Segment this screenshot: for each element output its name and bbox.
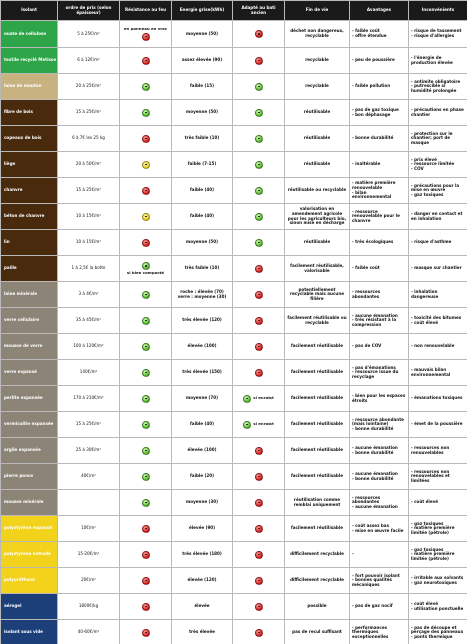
red-frown-icon bbox=[142, 239, 150, 247]
table-row bbox=[1, 516, 467, 542]
grey-energy-cell: très faible (10) bbox=[172, 256, 233, 282]
green-smiley-icon bbox=[142, 421, 150, 429]
disadvantages-cell: - antimite obligatoire - putrescible si humidité prolongée bbox=[409, 74, 467, 100]
disadvantages-cell: - l'énergie de production élevée bbox=[409, 48, 467, 74]
old-building-fit-cell bbox=[233, 100, 285, 126]
old-building-fit-cell bbox=[233, 21, 285, 48]
fire-resistance-cell bbox=[120, 542, 172, 568]
advantages-cell: - pas de gaz toxique - bon déphasage bbox=[350, 100, 409, 126]
old-building-fit-note: si enrobé bbox=[253, 395, 274, 401]
red-frown-icon bbox=[255, 525, 263, 533]
insulation-name: textile recyclé Metisse bbox=[1, 48, 58, 74]
disadvantages-cell: - ressources non renouvelables et limitées bbox=[409, 464, 467, 490]
insulation-name: verre expansé bbox=[1, 360, 58, 386]
old-building-fit-cell bbox=[233, 74, 285, 100]
red-frown-icon bbox=[255, 57, 263, 65]
col-header: Adapté au bati ancien bbox=[233, 1, 285, 21]
end-of-life-cell: réutilisable bbox=[285, 152, 350, 178]
grey-energy-cell: élevée bbox=[172, 594, 233, 620]
advantages-cell: - ressource renouvelable pour le chanvre bbox=[350, 204, 409, 230]
fire-resistance-cell bbox=[120, 48, 172, 74]
table-body bbox=[1, 21, 467, 644]
grey-energy-cell: très élevée (150) bbox=[172, 360, 233, 386]
old-building-fit-cell bbox=[233, 230, 285, 256]
table-row bbox=[1, 542, 467, 568]
insulation-name: liège bbox=[1, 152, 58, 178]
green-smiley-icon bbox=[243, 421, 251, 429]
insulation-name: verre cellulaire bbox=[1, 308, 58, 334]
table-header-row bbox=[1, 1, 467, 21]
price-cell: 25 à 30€/m² bbox=[58, 438, 120, 464]
advantages-cell: - bonne durabilité bbox=[350, 126, 409, 152]
col-header: Inconvénients bbox=[409, 1, 467, 21]
red-frown-icon bbox=[255, 499, 263, 507]
advantages-cell: - faible pollution bbox=[350, 74, 409, 100]
disadvantages-cell: - coût élevé bbox=[409, 490, 467, 516]
end-of-life-cell: déchet non dangereux, recyclable bbox=[285, 21, 350, 48]
advantages-cell: - faible coût - offre étendue bbox=[350, 21, 409, 48]
grey-energy-cell: très élevée bbox=[172, 620, 233, 644]
grey-energy-cell: moyenne (50) bbox=[172, 21, 233, 48]
fire-resistance-cell bbox=[120, 21, 172, 48]
red-frown-icon bbox=[142, 57, 150, 65]
end-of-life-cell: difficilement recyclable bbox=[285, 542, 350, 568]
end-of-life-cell: facilement réutilisable bbox=[285, 438, 350, 464]
disadvantages-cell: - gaz toxiques - matière première limitée (pétrole) bbox=[409, 542, 467, 568]
red-frown-icon bbox=[255, 291, 263, 299]
disadvantages-cell: - émanations toxiques bbox=[409, 386, 467, 412]
end-of-life-cell: facilement réutilisable bbox=[285, 464, 350, 490]
grey-energy-cell: élevée (100) bbox=[172, 438, 233, 464]
red-frown-icon bbox=[255, 343, 263, 351]
green-smiley-icon bbox=[142, 395, 150, 403]
grey-energy-cell: moyenne (50) bbox=[172, 230, 233, 256]
advantages-cell: - matière première renouvelable - bilan environnemental bbox=[350, 178, 409, 204]
end-of-life-cell: facilement réutilisable, valorisable bbox=[285, 256, 350, 282]
old-building-fit-cell bbox=[233, 126, 285, 152]
green-smiley-icon bbox=[142, 291, 150, 299]
col-header: Fin de vie bbox=[285, 1, 350, 21]
grey-energy-cell: assez élevée (90) bbox=[172, 48, 233, 74]
old-building-fit-cell bbox=[233, 438, 285, 464]
price-cell: 3 à 4€/m² bbox=[58, 282, 120, 308]
old-building-fit-cell bbox=[233, 464, 285, 490]
yellow-neutral-icon bbox=[142, 213, 150, 221]
red-frown-icon bbox=[255, 317, 263, 325]
insulation-name: pierre ponce bbox=[1, 464, 58, 490]
yellow-neutral-icon bbox=[142, 161, 150, 169]
table-row bbox=[1, 386, 467, 412]
old-building-fit-cell bbox=[233, 308, 285, 334]
red-frown-icon bbox=[255, 473, 263, 481]
green-smiley-icon bbox=[255, 135, 263, 143]
disadvantages-cell: - précautions pour la mise en œuvre - gaz toxiques bbox=[409, 178, 467, 204]
insulation-name: mousse minérale bbox=[1, 490, 58, 516]
advantages-cell: - aucune émanation - très résistant à la compression bbox=[350, 308, 409, 334]
red-frown-icon bbox=[142, 135, 150, 143]
green-smiley-icon bbox=[142, 262, 150, 270]
end-of-life-cell: facilement réutilisable bbox=[285, 360, 350, 386]
insulation-name: polystyrène extrudé bbox=[1, 542, 58, 568]
disadvantages-cell: - risque de tassement - risque d'allergies bbox=[409, 21, 467, 48]
grey-energy-cell: faible (20) bbox=[172, 464, 233, 490]
table-row bbox=[1, 594, 467, 620]
advantages-cell: - peu de poussière bbox=[350, 48, 409, 74]
price-cell: 5 à 25€/m² bbox=[58, 21, 120, 48]
fire-resistance-cell bbox=[120, 620, 172, 644]
advantages-cell: - fort pouvoir isolant - bonnes qualités mécaniques bbox=[350, 568, 409, 594]
green-smiley-icon bbox=[142, 317, 150, 325]
col-header: ordre de prix (selon épaisseur) bbox=[58, 1, 120, 21]
end-of-life-cell: facilement réutilisable bbox=[285, 386, 350, 412]
disadvantages-cell: - toxicité des bitumes - coût élevé bbox=[409, 308, 467, 334]
insulation-name: paille bbox=[1, 256, 58, 282]
fire-resistance-note: en panneau en vrac bbox=[123, 26, 168, 32]
grey-energy-cell: élevée (100) bbox=[172, 334, 233, 360]
advantages-cell: - performances thermiques exceptionnelles bbox=[350, 620, 409, 644]
advantages-cell: - ressources abondantes bbox=[350, 282, 409, 308]
old-building-fit-cell bbox=[233, 386, 285, 412]
disadvantages-cell: - protection sur le chantier; port de masque bbox=[409, 126, 467, 152]
table-row bbox=[1, 438, 467, 464]
insulation-name: aérogel bbox=[1, 594, 58, 620]
fire-resistance-cell bbox=[120, 126, 172, 152]
red-frown-icon bbox=[255, 551, 263, 559]
fire-resistance-cell bbox=[120, 490, 172, 516]
fire-resistance-cell bbox=[120, 386, 172, 412]
end-of-life-cell: réutilisable ou recyclable bbox=[285, 178, 350, 204]
end-of-life-cell: facilement réutilisable ou recyclable bbox=[285, 308, 350, 334]
price-cell: 40-60€/m² bbox=[58, 620, 120, 644]
table-row bbox=[1, 152, 467, 178]
grey-energy-cell: moyenne (50) bbox=[172, 100, 233, 126]
table-row bbox=[1, 74, 467, 100]
fire-resistance-cell bbox=[120, 230, 172, 256]
green-smiley-icon bbox=[142, 499, 150, 507]
insulation-name: laine de mouton bbox=[1, 74, 58, 100]
insulation-name: lin bbox=[1, 230, 58, 256]
old-building-fit-cell bbox=[233, 360, 285, 386]
fire-resistance-cell bbox=[120, 464, 172, 490]
insulation-name: isolant sous vide bbox=[1, 620, 58, 644]
end-of-life-cell: réutilisation comme remblai uniquement bbox=[285, 490, 350, 516]
fire-resistance-note: si bien compacté bbox=[126, 269, 165, 275]
red-frown-icon bbox=[255, 577, 263, 585]
insulation-name: argile expansée bbox=[1, 438, 58, 464]
fire-resistance-cell bbox=[120, 178, 172, 204]
advantages-cell: - inaltérable bbox=[350, 152, 409, 178]
advantages-cell: - pas de gaz nocif bbox=[350, 594, 409, 620]
old-building-fit-cell bbox=[233, 256, 285, 282]
disadvantages-cell: - masque sur chantier bbox=[409, 256, 467, 282]
grey-energy-cell: moyenne (30) bbox=[172, 490, 233, 516]
table-row bbox=[1, 464, 467, 490]
old-building-fit-cell bbox=[233, 594, 285, 620]
red-frown-icon bbox=[255, 629, 263, 637]
grey-energy-cell: faible (40) bbox=[172, 204, 233, 230]
fire-resistance-cell bbox=[120, 100, 172, 126]
price-cell bbox=[58, 490, 120, 516]
green-smiley-icon bbox=[255, 187, 263, 195]
end-of-life-cell: valorisation en amendement agricole pour les agriculteurs bio, sinon mise en décharge bbox=[285, 204, 350, 230]
red-frown-icon bbox=[142, 603, 150, 611]
fire-resistance-cell bbox=[120, 282, 172, 308]
price-cell: 140€/m² bbox=[58, 360, 120, 386]
green-smiley-icon bbox=[142, 369, 150, 377]
col-header: Isolant bbox=[1, 1, 58, 21]
end-of-life-cell: difficilement recyclable bbox=[285, 568, 350, 594]
fire-resistance-cell bbox=[120, 334, 172, 360]
end-of-life-cell: potentiellement recyclable mais aucune filière bbox=[285, 282, 350, 308]
table-row bbox=[1, 282, 467, 308]
price-cell: 6 à 7€ les 25 kg bbox=[58, 126, 120, 152]
fire-resistance-cell bbox=[120, 412, 172, 438]
price-cell: 6 à 12€/m² bbox=[58, 48, 120, 74]
disadvantages-cell: - précautions en phase chantier bbox=[409, 100, 467, 126]
old-building-fit-cell bbox=[233, 48, 285, 74]
col-header: Energie grise(kWh) bbox=[172, 1, 233, 21]
red-frown-icon bbox=[142, 33, 150, 41]
red-frown-icon bbox=[255, 603, 263, 611]
advantages-cell: - ressources abondantes - aucune émanation bbox=[350, 490, 409, 516]
red-frown-icon bbox=[255, 369, 263, 377]
red-frown-icon bbox=[142, 187, 150, 195]
old-building-fit-cell bbox=[233, 620, 285, 644]
table-row bbox=[1, 490, 467, 516]
table-row bbox=[1, 256, 467, 282]
green-smiley-icon bbox=[255, 83, 263, 91]
col-header: Avantages bbox=[350, 1, 409, 21]
col-header: Résistance au feu bbox=[120, 1, 172, 21]
end-of-life-cell: réutilisable bbox=[285, 100, 350, 126]
advantages-cell: - aucune émanation - bonne durabilité bbox=[350, 438, 409, 464]
old-building-fit-cell bbox=[233, 152, 285, 178]
price-cell: 20 à 50€/m² bbox=[58, 152, 120, 178]
red-frown-icon bbox=[255, 265, 263, 273]
price-cell: 35 à 45€/m² bbox=[58, 308, 120, 334]
insulation-name: chanvre bbox=[1, 178, 58, 204]
end-of-life-cell: pas de recul suffisant bbox=[285, 620, 350, 644]
price-cell: 10 à 15€/m² bbox=[58, 204, 120, 230]
insulation-name: ouate de cellulose bbox=[1, 21, 58, 48]
disadvantages-cell: - mauvais bilan environnemental bbox=[409, 360, 467, 386]
fire-resistance-cell bbox=[120, 360, 172, 386]
end-of-life-cell: facilement réutilisable bbox=[285, 334, 350, 360]
disadvantages-cell: - gaz toxiques - matière première limitée (pétrole) bbox=[409, 516, 467, 542]
red-frown-icon bbox=[255, 30, 263, 38]
insulation-name: béton de chanvre bbox=[1, 204, 58, 230]
grey-energy-cell: roche : élevée (70) verre : moyenne (30) bbox=[172, 282, 233, 308]
old-building-fit-cell bbox=[233, 568, 285, 594]
table-row bbox=[1, 620, 467, 644]
grey-energy-cell: faible (40) bbox=[172, 178, 233, 204]
table-row bbox=[1, 334, 467, 360]
table-row bbox=[1, 178, 467, 204]
end-of-life-cell: recyclable bbox=[285, 74, 350, 100]
disadvantages-cell: - danger en contact et en inhalation bbox=[409, 204, 467, 230]
table-row bbox=[1, 412, 467, 438]
insulation-name: perlite expansée bbox=[1, 386, 58, 412]
price-cell: 10 à 15€/m² bbox=[58, 230, 120, 256]
insulation-name: copeaux de bois bbox=[1, 126, 58, 152]
disadvantages-cell: - risque d'asthme bbox=[409, 230, 467, 256]
green-smiley-icon bbox=[142, 343, 150, 351]
fire-resistance-cell bbox=[120, 594, 172, 620]
old-building-fit-cell bbox=[233, 334, 285, 360]
fire-resistance-cell bbox=[120, 568, 172, 594]
insulation-name: polystyrène expansé bbox=[1, 516, 58, 542]
disadvantages-cell: - émet de la poussière bbox=[409, 412, 467, 438]
grey-energy-cell: moyenne (70) bbox=[172, 386, 233, 412]
fire-resistance-cell bbox=[120, 152, 172, 178]
green-smiley-icon bbox=[142, 83, 150, 91]
table-row bbox=[1, 230, 467, 256]
disadvantages-cell: - ressources non renouvelables bbox=[409, 438, 467, 464]
end-of-life-cell: facilement réutilisable bbox=[285, 412, 350, 438]
old-building-fit-cell bbox=[233, 412, 285, 438]
insulation-name: mousse de verre bbox=[1, 334, 58, 360]
end-of-life-cell: recyclable bbox=[285, 48, 350, 74]
disadvantages-cell: - irritable aux solvants - gaz neurotoxiques bbox=[409, 568, 467, 594]
grey-energy-cell: élevée (120) bbox=[172, 568, 233, 594]
red-frown-icon bbox=[142, 551, 150, 559]
green-smiley-icon bbox=[142, 109, 150, 117]
disadvantages-cell: - inhalation dangereuse bbox=[409, 282, 467, 308]
table-row bbox=[1, 100, 467, 126]
grey-energy-cell: très élevée (120) bbox=[172, 308, 233, 334]
green-smiley-icon bbox=[243, 395, 251, 403]
end-of-life-cell: réutilisable bbox=[285, 126, 350, 152]
price-cell: 10€/m² bbox=[58, 516, 120, 542]
table-row bbox=[1, 308, 467, 334]
table-row bbox=[1, 360, 467, 386]
green-smiley-icon bbox=[255, 239, 263, 247]
red-frown-icon bbox=[142, 525, 150, 533]
advantages-cell: - très écologiques bbox=[350, 230, 409, 256]
red-frown-icon bbox=[142, 629, 150, 637]
old-building-fit-note: si enrobé bbox=[253, 421, 274, 427]
grey-energy-cell: élevée (90) bbox=[172, 516, 233, 542]
fire-resistance-cell bbox=[120, 308, 172, 334]
advantages-cell: - aucune émanation - bonne durabilité bbox=[350, 464, 409, 490]
disadvantages-cell: - prix élevé - ressource limitée - COV bbox=[409, 152, 467, 178]
end-of-life-cell: possible bbox=[285, 594, 350, 620]
advantages-cell: - bien pour les espaces étroits bbox=[350, 386, 409, 412]
grey-energy-cell: très faible (10) bbox=[172, 126, 233, 152]
old-building-fit-cell bbox=[233, 204, 285, 230]
green-smiley-icon bbox=[255, 109, 263, 117]
price-cell: 15 à 25€/m² bbox=[58, 178, 120, 204]
table-row bbox=[1, 568, 467, 594]
green-smiley-icon bbox=[142, 473, 150, 481]
fire-resistance-cell bbox=[120, 438, 172, 464]
fire-resistance-cell bbox=[120, 516, 172, 542]
price-cell: 15 à 25€/m² bbox=[58, 412, 120, 438]
price-cell: 170 à 210€/m² bbox=[58, 386, 120, 412]
advantages-cell: - bbox=[350, 542, 409, 568]
old-building-fit-cell bbox=[233, 490, 285, 516]
green-smiley-icon bbox=[142, 447, 150, 455]
grey-energy-cell: faible (40) bbox=[172, 412, 233, 438]
old-building-fit-cell bbox=[233, 178, 285, 204]
red-frown-icon bbox=[142, 577, 150, 585]
table-row bbox=[1, 48, 467, 74]
table-row bbox=[1, 204, 467, 230]
table-row bbox=[1, 126, 467, 152]
old-building-fit-cell bbox=[233, 516, 285, 542]
price-cell: 15-20€/m² bbox=[58, 542, 120, 568]
insulation-name: polyuréthane bbox=[1, 568, 58, 594]
price-cell: 40€/m² bbox=[58, 464, 120, 490]
advantages-cell: - coût assez bas - mise en œuvre facile bbox=[350, 516, 409, 542]
fire-resistance-cell bbox=[120, 256, 172, 282]
advantages-cell: - pas de COV bbox=[350, 334, 409, 360]
advantages-cell: - faible coût bbox=[350, 256, 409, 282]
price-cell: 15 à 25€/m² bbox=[58, 100, 120, 126]
end-of-life-cell: réutilisable bbox=[285, 230, 350, 256]
price-cell: 20€/m² bbox=[58, 568, 120, 594]
insulation-name: vermiculite expansée bbox=[1, 412, 58, 438]
table-row bbox=[1, 21, 467, 48]
disadvantages-cell: - coût élevé - utilisation ponctuelle bbox=[409, 594, 467, 620]
price-cell: 1 à 2,5€ la botte bbox=[58, 256, 120, 282]
old-building-fit-cell bbox=[233, 542, 285, 568]
advantages-cell: - ressource abondante (mais lointaine) - bonne durabilité bbox=[350, 412, 409, 438]
insulation-name: laine minérale bbox=[1, 282, 58, 308]
price-cell: 100 à 120€/m² bbox=[58, 334, 120, 360]
disadvantages-cell: - pas de découpe et perçage des panneaux - ponts thermique bbox=[409, 620, 467, 644]
price-cell: 20 à 25€/m² bbox=[58, 74, 120, 100]
fire-resistance-cell bbox=[120, 204, 172, 230]
insulation-name: fibre de bois bbox=[1, 100, 58, 126]
red-frown-icon bbox=[255, 447, 263, 455]
end-of-life-cell: facilement réutilisable bbox=[285, 516, 350, 542]
fire-resistance-cell bbox=[120, 74, 172, 100]
grey-energy-cell: faible (15) bbox=[172, 74, 233, 100]
advantages-cell: - pas d'émanations - ressource issue du recyclage bbox=[350, 360, 409, 386]
green-smiley-icon bbox=[255, 161, 263, 169]
grey-energy-cell: faible (7-15) bbox=[172, 152, 233, 178]
green-smiley-icon bbox=[255, 213, 263, 221]
old-building-fit-cell bbox=[233, 282, 285, 308]
price-cell: 1800€/kg bbox=[58, 594, 120, 620]
grey-energy-cell: très élevée (180) bbox=[172, 542, 233, 568]
disadvantages-cell: - non renouvelable bbox=[409, 334, 467, 360]
